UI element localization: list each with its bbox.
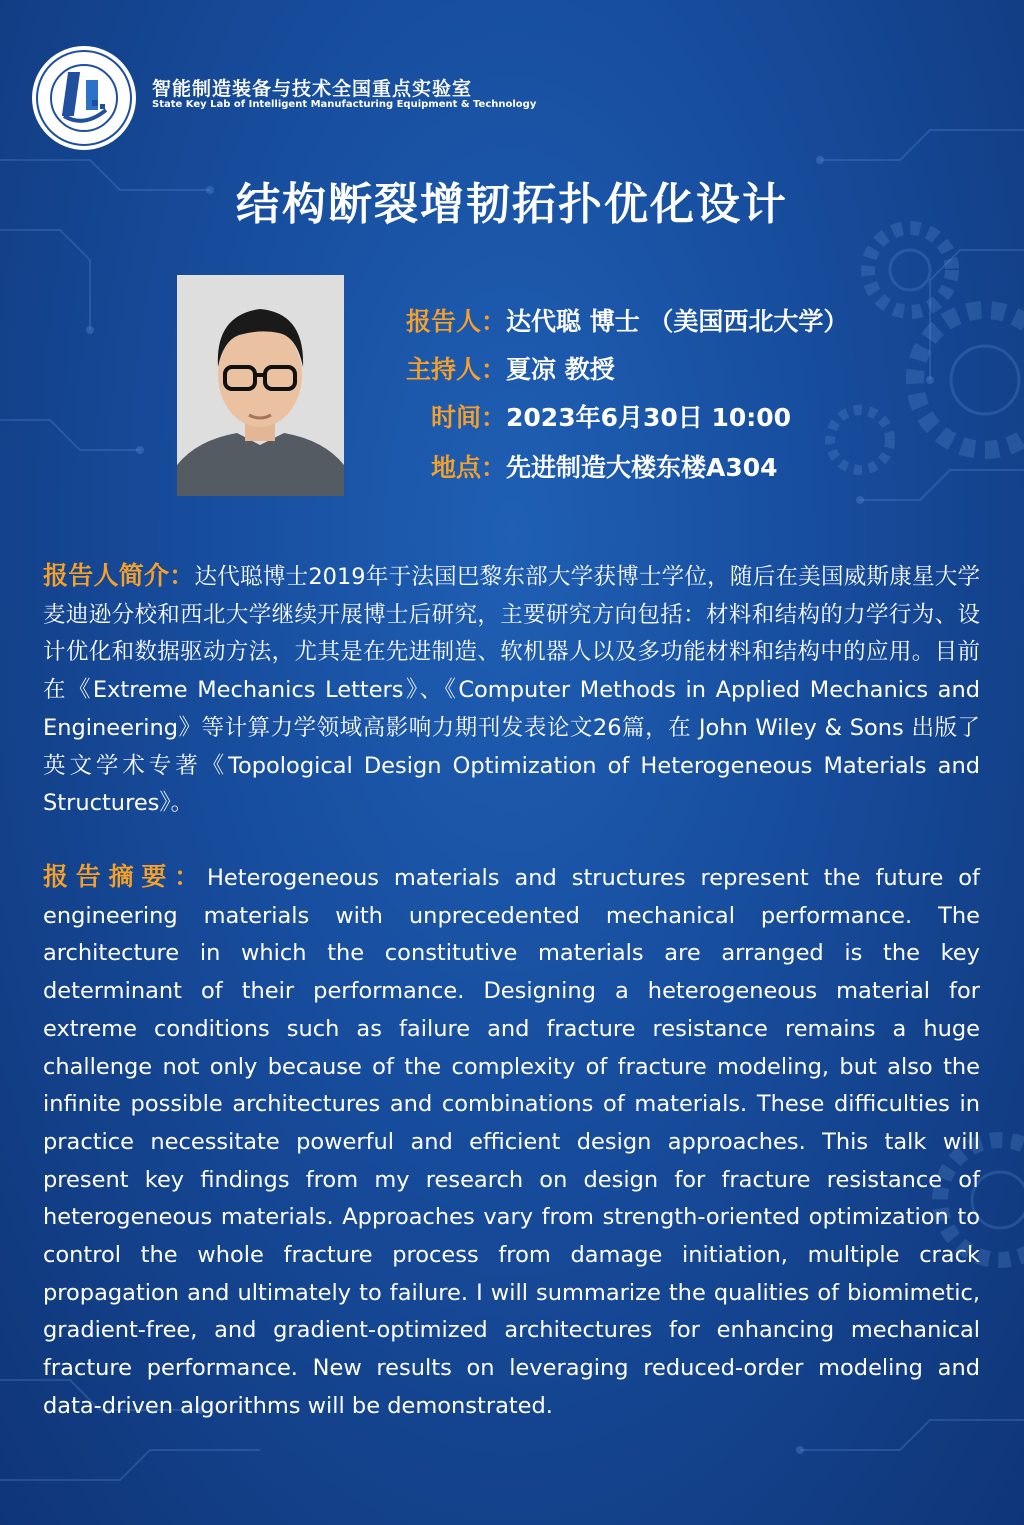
place-value: 先进制造大楼东楼A304 [506, 453, 778, 482]
lab-name-cn: 智能制造装备与技术全国重点实验室 [152, 78, 473, 100]
lab-name-en: State Key Lab of Intelligent Manufacturing Equipment & Technology [152, 99, 537, 110]
abstract-text: Heterogeneous materials and structures represent the future of engineering materials with unprecedented mechanical performance. The architecture in which the constitutive materials are arranged is the key determinant of their performance. Designing a heterogeneous material for extreme conditions such as failure and fracture resistance remains a huge challenge not only because of the complexity of fracture modeling, but also the infinite possible architectures and combinations of materials. These difficulties in practice necessitate powerful and efficient design approaches. This talk will present key findings from my research on design for fracture resistance of heterogeneous materials. Approaches vary from strength-oriented optimization to control the whole fracture process from damage initiation, multiple crack propagation and ultimately to failure. I will summarize the qualities of biomimetic, gradient-free, and gradient-optimized architectures for enhancing mechanical fracture performance. New results on leveraging reduced-order modeling and data-driven algorithms will be demonstrated. [43, 865, 980, 1419]
bio-text: 达代聪博士2019年于法国巴黎东部大学获博士学位，随后在美国威斯康星大学麦迪逊分校和西北大学继续开展博士后研究，主要研究方向包括：材料和结构的力学行为、设计优化和数据驱动方法，尤其是在先进制造、软机器人以及多功能材料和结构中的应用。目前在《Extreme Mechanics Letters》、《Computer Methods in Applied Mechanics and Engineering》等计算力学领域高影响力期刊发表论文26篇，在 John Wiley & Sons 出版了英文学术专著《Topological Design Optimization of Heterogeneous Materials and Structures》。 [43, 564, 980, 817]
speaker-label: 报告人： [406, 307, 507, 336]
talk-abstract [43, 858, 980, 1426]
speaker-line [406, 302, 848, 338]
host-label: 主持人： [406, 355, 507, 384]
host-line [406, 350, 615, 386]
speaker-photo [177, 275, 344, 496]
lab-seal-logo [30, 44, 138, 152]
speaker-value: 达代聪 博士 （美国西北大学） [506, 307, 849, 336]
time-label: 时间： [431, 403, 507, 432]
host-value: 夏凉 教授 [506, 355, 615, 384]
speaker-bio [43, 557, 980, 823]
time-value: 2023年6月30日 10:00 [506, 403, 792, 432]
time-line [431, 398, 791, 434]
speaker-portrait [177, 275, 344, 496]
place-line [431, 448, 778, 484]
talk-title: 结构断裂增韧拓扑优化设计 [236, 179, 788, 230]
abstract-label: 报告摘要： [43, 862, 207, 891]
place-label: 地点： [431, 453, 507, 482]
bio-label: 报告人简介： [43, 561, 195, 590]
